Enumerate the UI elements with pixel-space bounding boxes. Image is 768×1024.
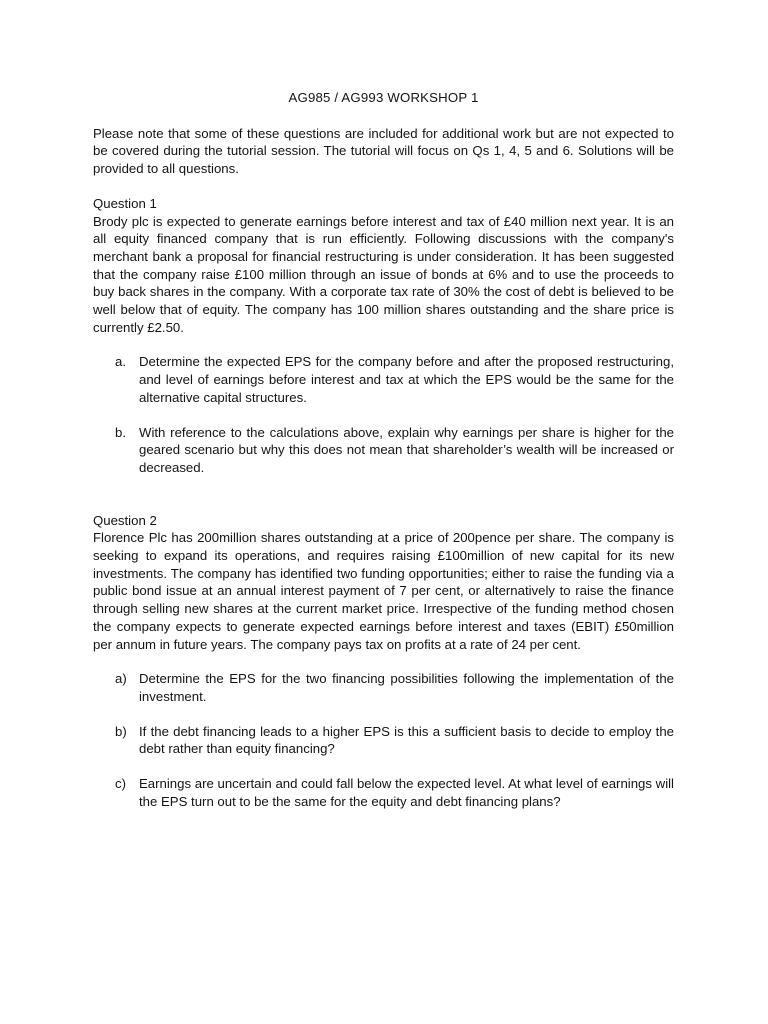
document-title: AG985 / AG993 WORKSHOP 1 [288,90,479,105]
question-2-heading: Question 2 [93,512,157,528]
item-label: a. [115,354,126,370]
question-2-body: Florence Plc has 200million shares outstanding at a price of 200pence per share. The company is seeking to expand its operations, and requires raising £100million of new capital for its new investments. The company has identified two funding opportunities; either to raise the funding via a public bond issue at an annual interest payment of 7 per cent, or alternatively to raise the finance through selling new shares at the current market price. Irrespective of the funding method chosen the company expects to generate expected earnings before interest and taxes (EBIT) £50million per annum in future years. The company pays tax on profits at a rate of 24 per cent. [93,530,674,652]
question-1 [93,195,674,477]
question-2-items [93,670,674,810]
question-1-item-a [115,353,674,406]
intro-paragraph: Please note that some of these questions are included for additional work but are not expected to be covered during the tutorial session. The tutorial will focus on Qs 1, 4, 5 and 6. Solutions will be provided to all questions. [93,125,674,177]
item-text: If the debt financing leads to a higher EPS is this a sufficient basis to decide to employ the debt rather than equity financing? [139,723,674,757]
item-label: a) [115,671,127,687]
item-text: With reference to the calculations above, explain why earnings per share is higher for the geared scenario but why this does not mean that shareholder’s wealth will be increased or decreased. [139,424,674,475]
question-2-item-c [115,775,674,810]
question-2-item-a [115,670,674,705]
item-label: b. [115,424,126,440]
question-2 [93,512,674,811]
item-label: b) [115,723,127,739]
item-text: Determine the EPS for the two financing possibilities following the implementation of the investment. [139,671,674,704]
question-1-body: Brody plc is expected to generate earnings before interest and tax of £40 million next year. It is an all equity financed company that is run efficiently. Following discussions with the company's merchant bank a proposal for financial restructuring is under consideration. It has been suggested that the company raise £100 million through an issue of bonds at 6% and to use the proceeds to buy back shares in the company. With a corporate tax rate of 30% the cost of debt is believed to be well below that of equity. The company has 100 million shares outstanding and the share price is currently £2.50. [93,213,674,335]
item-label: c) [115,776,126,792]
item-text: Determine the expected EPS for the company before and after the proposed restructuring, and level of earnings before interest and tax at which the EPS would be the same for the alternative capital structures. [139,354,674,405]
document-page [93,89,674,828]
question-1-item-b [115,424,674,477]
item-text: Earnings are uncertain and could fall below the expected level. At what level of earnings will the EPS turn out to be the same for the equity and debt financing plans? [139,776,674,809]
question-1-items [93,353,674,476]
section-spacer [93,494,674,512]
question-2-item-b [115,723,674,758]
question-1-heading: Question 1 [93,195,157,211]
